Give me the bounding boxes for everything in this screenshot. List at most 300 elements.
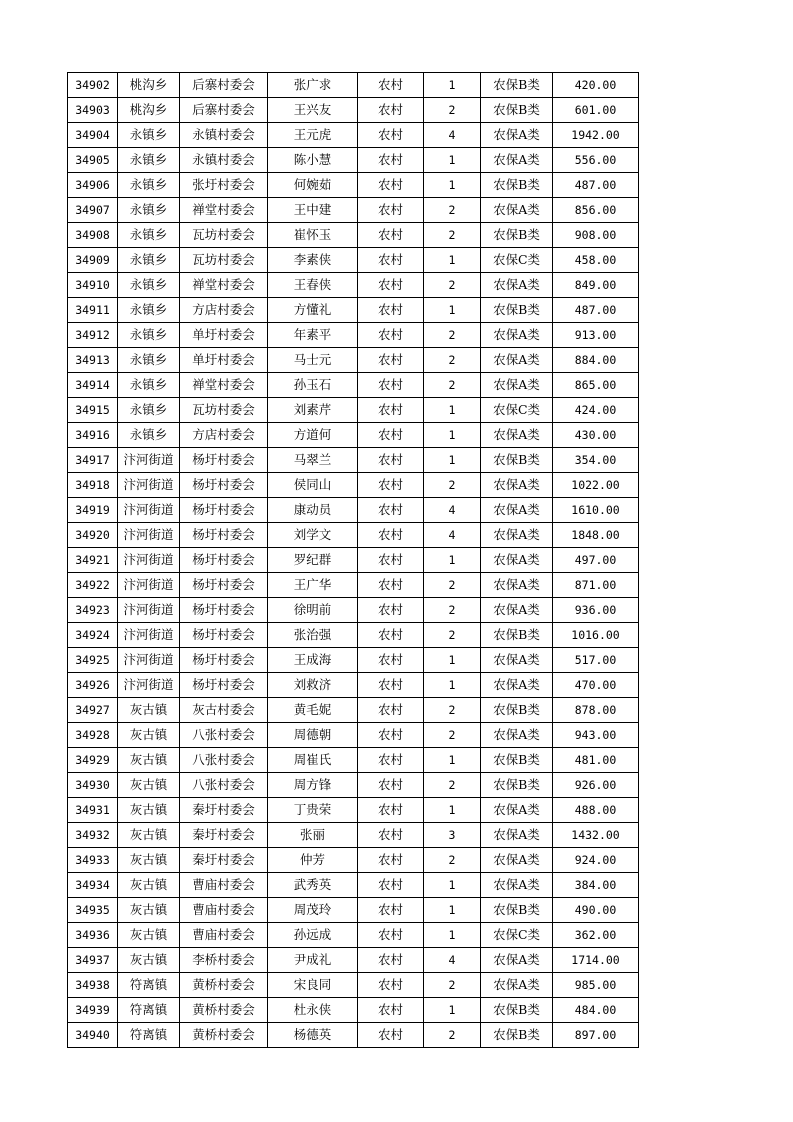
insurance-category-cell: 农保A类 [481,523,553,548]
table-row [68,248,639,273]
table-row [68,748,639,773]
household-size-cell: 2 [424,973,481,998]
name-cell: 方懂礼 [268,298,358,323]
record-id-cell: 34928 [68,723,118,748]
amount-cell: 484.00 [553,998,639,1023]
table-row [68,148,639,173]
insurance-category-cell: 农保B类 [481,73,553,98]
area-type-cell: 农村 [358,673,424,698]
village-committee-cell: 八张村委会 [180,773,268,798]
table-row [68,623,639,648]
record-id-cell: 34918 [68,473,118,498]
town-cell: 汴河街道 [118,473,180,498]
area-type-cell: 农村 [358,348,424,373]
record-id-cell: 34934 [68,873,118,898]
amount-cell: 1016.00 [553,623,639,648]
name-cell: 黄毛妮 [268,698,358,723]
record-id-cell: 34931 [68,798,118,823]
town-cell: 永镇乡 [118,173,180,198]
table-row [68,123,639,148]
name-cell: 王广华 [268,573,358,598]
town-cell: 灰古镇 [118,723,180,748]
household-size-cell: 1 [424,448,481,473]
insurance-category-cell: 农保B类 [481,298,553,323]
name-cell: 孙玉石 [268,373,358,398]
amount-cell: 362.00 [553,923,639,948]
amount-cell: 601.00 [553,98,639,123]
village-committee-cell: 杨圩村委会 [180,523,268,548]
household-size-cell: 1 [424,748,481,773]
name-cell: 王中建 [268,198,358,223]
table-row [68,173,639,198]
name-cell: 王成海 [268,648,358,673]
record-id-cell: 34937 [68,948,118,973]
amount-cell: 1848.00 [553,523,639,548]
household-size-cell: 1 [424,548,481,573]
record-id-cell: 34910 [68,273,118,298]
name-cell: 王兴友 [268,98,358,123]
amount-cell: 1610.00 [553,498,639,523]
name-cell: 侯同山 [268,473,358,498]
amount-cell: 458.00 [553,248,639,273]
town-cell: 汴河街道 [118,448,180,473]
area-type-cell: 农村 [358,173,424,198]
insurance-category-cell: 农保B类 [481,223,553,248]
household-size-cell: 2 [424,373,481,398]
town-cell: 汴河街道 [118,598,180,623]
insurance-category-cell: 农保A类 [481,873,553,898]
area-type-cell: 农村 [358,1023,424,1048]
household-size-cell: 2 [424,623,481,648]
area-type-cell: 农村 [358,548,424,573]
record-id-cell: 34930 [68,773,118,798]
table-row [68,473,639,498]
name-cell: 年素平 [268,323,358,348]
town-cell: 永镇乡 [118,223,180,248]
town-cell: 灰古镇 [118,923,180,948]
amount-cell: 1432.00 [553,823,639,848]
insurance-category-cell: 农保A类 [481,673,553,698]
table-row [68,648,639,673]
household-size-cell: 2 [424,1023,481,1048]
household-size-cell: 2 [424,723,481,748]
village-committee-cell: 黄桥村委会 [180,1023,268,1048]
area-type-cell: 农村 [358,448,424,473]
amount-cell: 497.00 [553,548,639,573]
village-committee-cell: 瓦坊村委会 [180,223,268,248]
town-cell: 灰古镇 [118,898,180,923]
table-row [68,423,639,448]
village-committee-cell: 李桥村委会 [180,948,268,973]
insurance-category-cell: 农保A类 [481,848,553,873]
amount-cell: 430.00 [553,423,639,448]
amount-cell: 884.00 [553,348,639,373]
household-size-cell: 1 [424,898,481,923]
village-committee-cell: 禅堂村委会 [180,273,268,298]
town-cell: 汴河街道 [118,648,180,673]
household-size-cell: 2 [424,598,481,623]
name-cell: 周德朝 [268,723,358,748]
town-cell: 灰古镇 [118,698,180,723]
table-row [68,873,639,898]
table-row [68,1023,639,1048]
area-type-cell: 农村 [358,223,424,248]
town-cell: 永镇乡 [118,248,180,273]
record-id-cell: 34911 [68,298,118,323]
area-type-cell: 农村 [358,898,424,923]
insurance-category-cell: 农保C类 [481,248,553,273]
insurance-category-cell: 农保A类 [481,198,553,223]
village-committee-cell: 杨圩村委会 [180,598,268,623]
name-cell: 丁贵荣 [268,798,358,823]
amount-cell: 354.00 [553,448,639,473]
town-cell: 灰古镇 [118,798,180,823]
village-committee-cell: 后寨村委会 [180,98,268,123]
record-id-cell: 34936 [68,923,118,948]
area-type-cell: 农村 [358,323,424,348]
area-type-cell: 农村 [358,598,424,623]
table-row [68,448,639,473]
area-type-cell: 农村 [358,273,424,298]
table-row [68,298,639,323]
household-size-cell: 1 [424,798,481,823]
table-row [68,798,639,823]
record-id-cell: 34927 [68,698,118,723]
record-id-cell: 34909 [68,248,118,273]
table-row [68,698,639,723]
record-id-cell: 34924 [68,623,118,648]
table-row [68,398,639,423]
name-cell: 康动员 [268,498,358,523]
insurance-category-cell: 农保B类 [481,898,553,923]
household-size-cell: 1 [424,923,481,948]
area-type-cell: 农村 [358,373,424,398]
amount-cell: 849.00 [553,273,639,298]
table-row [68,573,639,598]
table-row [68,923,639,948]
insurance-category-cell: 农保A类 [481,473,553,498]
town-cell: 灰古镇 [118,773,180,798]
area-type-cell: 农村 [358,948,424,973]
household-size-cell: 1 [424,998,481,1023]
insurance-category-cell: 农保A类 [481,823,553,848]
village-committee-cell: 曹庙村委会 [180,923,268,948]
insurance-category-cell: 农保A类 [481,723,553,748]
area-type-cell: 农村 [358,998,424,1023]
insurance-category-cell: 农保B类 [481,448,553,473]
household-size-cell: 1 [424,873,481,898]
table-row [68,723,639,748]
town-cell: 符离镇 [118,973,180,998]
amount-cell: 1022.00 [553,473,639,498]
town-cell: 永镇乡 [118,348,180,373]
amount-cell: 924.00 [553,848,639,873]
household-size-cell: 1 [424,73,481,98]
table-row [68,898,639,923]
table-row [68,98,639,123]
name-cell: 陈小慧 [268,148,358,173]
household-size-cell: 2 [424,273,481,298]
record-id-cell: 34925 [68,648,118,673]
area-type-cell: 农村 [358,748,424,773]
area-type-cell: 农村 [358,398,424,423]
town-cell: 汴河街道 [118,573,180,598]
amount-cell: 985.00 [553,973,639,998]
town-cell: 符离镇 [118,1023,180,1048]
household-size-cell: 4 [424,123,481,148]
village-committee-cell: 瓦坊村委会 [180,398,268,423]
town-cell: 永镇乡 [118,423,180,448]
village-committee-cell: 黄桥村委会 [180,973,268,998]
amount-cell: 470.00 [553,673,639,698]
insurance-category-cell: 农保A类 [481,123,553,148]
insurance-category-cell: 农保B类 [481,98,553,123]
household-size-cell: 2 [424,698,481,723]
household-size-cell: 4 [424,948,481,973]
name-cell: 罗纪群 [268,548,358,573]
area-type-cell: 农村 [358,523,424,548]
household-size-cell: 2 [424,198,481,223]
area-type-cell: 农村 [358,773,424,798]
table-row [68,673,639,698]
amount-cell: 908.00 [553,223,639,248]
household-size-cell: 1 [424,673,481,698]
amount-cell: 1714.00 [553,948,639,973]
table-row [68,223,639,248]
name-cell: 杜永侠 [268,998,358,1023]
table-row [68,823,639,848]
record-id-cell: 34922 [68,573,118,598]
name-cell: 周崔氏 [268,748,358,773]
record-id-cell: 34921 [68,548,118,573]
record-id-cell: 34919 [68,498,118,523]
name-cell: 武秀英 [268,873,358,898]
village-committee-cell: 杨圩村委会 [180,498,268,523]
household-size-cell: 1 [424,298,481,323]
insurance-category-cell: 农保B类 [481,773,553,798]
record-id-cell: 34904 [68,123,118,148]
village-committee-cell: 杨圩村委会 [180,448,268,473]
town-cell: 永镇乡 [118,273,180,298]
record-id-cell: 34932 [68,823,118,848]
name-cell: 周方锋 [268,773,358,798]
record-id-cell: 34938 [68,973,118,998]
village-committee-cell: 曹庙村委会 [180,898,268,923]
town-cell: 桃沟乡 [118,98,180,123]
town-cell: 永镇乡 [118,398,180,423]
record-id-cell: 34907 [68,198,118,223]
area-type-cell: 农村 [358,73,424,98]
village-committee-cell: 秦圩村委会 [180,848,268,873]
record-id-cell: 34913 [68,348,118,373]
area-type-cell: 农村 [358,498,424,523]
household-size-cell: 2 [424,773,481,798]
town-cell: 永镇乡 [118,198,180,223]
village-committee-cell: 永镇村委会 [180,148,268,173]
amount-cell: 424.00 [553,398,639,423]
insurance-category-cell: 农保B类 [481,1023,553,1048]
insurance-category-cell: 农保A类 [481,973,553,998]
area-type-cell: 农村 [358,923,424,948]
village-committee-cell: 方店村委会 [180,423,268,448]
insurance-category-cell: 农保C类 [481,923,553,948]
name-cell: 马士元 [268,348,358,373]
table-body [68,73,639,1048]
table-row [68,73,639,98]
area-type-cell: 农村 [358,698,424,723]
amount-cell: 878.00 [553,698,639,723]
name-cell: 刘素芹 [268,398,358,423]
household-size-cell: 3 [424,823,481,848]
amount-cell: 913.00 [553,323,639,348]
table-row [68,773,639,798]
village-committee-cell: 禅堂村委会 [180,373,268,398]
insurance-category-cell: 农保A类 [481,498,553,523]
village-committee-cell: 秦圩村委会 [180,823,268,848]
household-size-cell: 1 [424,248,481,273]
name-cell: 崔怀玉 [268,223,358,248]
record-id-cell: 34926 [68,673,118,698]
record-id-cell: 34912 [68,323,118,348]
village-committee-cell: 瓦坊村委会 [180,248,268,273]
table-row [68,998,639,1023]
town-cell: 桃沟乡 [118,73,180,98]
amount-cell: 936.00 [553,598,639,623]
name-cell: 尹成礼 [268,948,358,973]
amount-cell: 517.00 [553,648,639,673]
insurance-category-cell: 农保A类 [481,798,553,823]
household-size-cell: 1 [424,423,481,448]
record-id-cell: 34908 [68,223,118,248]
town-cell: 符离镇 [118,998,180,1023]
village-committee-cell: 单圩村委会 [180,348,268,373]
household-size-cell: 2 [424,223,481,248]
village-committee-cell: 禅堂村委会 [180,198,268,223]
village-committee-cell: 永镇村委会 [180,123,268,148]
amount-cell: 943.00 [553,723,639,748]
insurance-category-cell: 农保B类 [481,698,553,723]
area-type-cell: 农村 [358,473,424,498]
name-cell: 方道何 [268,423,358,448]
household-size-cell: 2 [424,323,481,348]
household-size-cell: 1 [424,148,481,173]
village-committee-cell: 黄桥村委会 [180,998,268,1023]
village-committee-cell: 杨圩村委会 [180,673,268,698]
record-id-cell: 34915 [68,398,118,423]
amount-cell: 856.00 [553,198,639,223]
village-committee-cell: 杨圩村委会 [180,473,268,498]
town-cell: 汴河街道 [118,673,180,698]
town-cell: 永镇乡 [118,123,180,148]
household-size-cell: 2 [424,348,481,373]
area-type-cell: 农村 [358,148,424,173]
record-id-cell: 34940 [68,1023,118,1048]
insurance-category-cell: 农保A类 [481,648,553,673]
name-cell: 徐明前 [268,598,358,623]
village-committee-cell: 灰古村委会 [180,698,268,723]
town-cell: 灰古镇 [118,948,180,973]
town-cell: 永镇乡 [118,148,180,173]
area-type-cell: 农村 [358,873,424,898]
name-cell: 王春侠 [268,273,358,298]
household-size-cell: 1 [424,398,481,423]
town-cell: 汴河街道 [118,523,180,548]
household-size-cell: 2 [424,473,481,498]
insurance-category-cell: 农保B类 [481,998,553,1023]
insurance-category-cell: 农保B类 [481,623,553,648]
area-type-cell: 农村 [358,123,424,148]
town-cell: 灰古镇 [118,823,180,848]
area-type-cell: 农村 [358,723,424,748]
town-cell: 汴河街道 [118,498,180,523]
name-cell: 张丽 [268,823,358,848]
household-size-cell: 2 [424,848,481,873]
amount-cell: 488.00 [553,798,639,823]
amount-cell: 490.00 [553,898,639,923]
table-row [68,348,639,373]
insurance-category-cell: 农保A类 [481,423,553,448]
record-id-cell: 34914 [68,373,118,398]
insurance-category-cell: 农保B类 [481,748,553,773]
town-cell: 灰古镇 [118,848,180,873]
amount-cell: 481.00 [553,748,639,773]
insurance-category-cell: 农保A类 [481,373,553,398]
household-size-cell: 4 [424,498,481,523]
area-type-cell: 农村 [358,648,424,673]
area-type-cell: 农村 [358,198,424,223]
name-cell: 宋良同 [268,973,358,998]
record-id-cell: 34939 [68,998,118,1023]
area-type-cell: 农村 [358,798,424,823]
name-cell: 孙远成 [268,923,358,948]
table-row [68,848,639,873]
village-committee-cell: 方店村委会 [180,298,268,323]
amount-cell: 487.00 [553,298,639,323]
amount-cell: 926.00 [553,773,639,798]
town-cell: 灰古镇 [118,748,180,773]
insurance-category-cell: 农保A类 [481,598,553,623]
record-id-cell: 34920 [68,523,118,548]
name-cell: 王元虎 [268,123,358,148]
name-cell: 马翠兰 [268,448,358,473]
name-cell: 周茂玲 [268,898,358,923]
name-cell: 李素侠 [268,248,358,273]
record-id-cell: 34903 [68,98,118,123]
amount-cell: 865.00 [553,373,639,398]
amount-cell: 487.00 [553,173,639,198]
record-id-cell: 34906 [68,173,118,198]
name-cell: 张治强 [268,623,358,648]
town-cell: 汴河街道 [118,623,180,648]
table-row [68,948,639,973]
insurance-category-cell: 农保A类 [481,348,553,373]
name-cell: 张广求 [268,73,358,98]
table-row [68,973,639,998]
area-type-cell: 农村 [358,573,424,598]
village-committee-cell: 张圩村委会 [180,173,268,198]
record-id-cell: 34916 [68,423,118,448]
data-table [67,72,639,1048]
table-row [68,523,639,548]
insurance-category-cell: 农保A类 [481,148,553,173]
record-id-cell: 34902 [68,73,118,98]
name-cell: 杨德英 [268,1023,358,1048]
village-committee-cell: 杨圩村委会 [180,648,268,673]
village-committee-cell: 单圩村委会 [180,323,268,348]
insurance-category-cell: 农保A类 [481,548,553,573]
table-row [68,273,639,298]
name-cell: 刘救济 [268,673,358,698]
